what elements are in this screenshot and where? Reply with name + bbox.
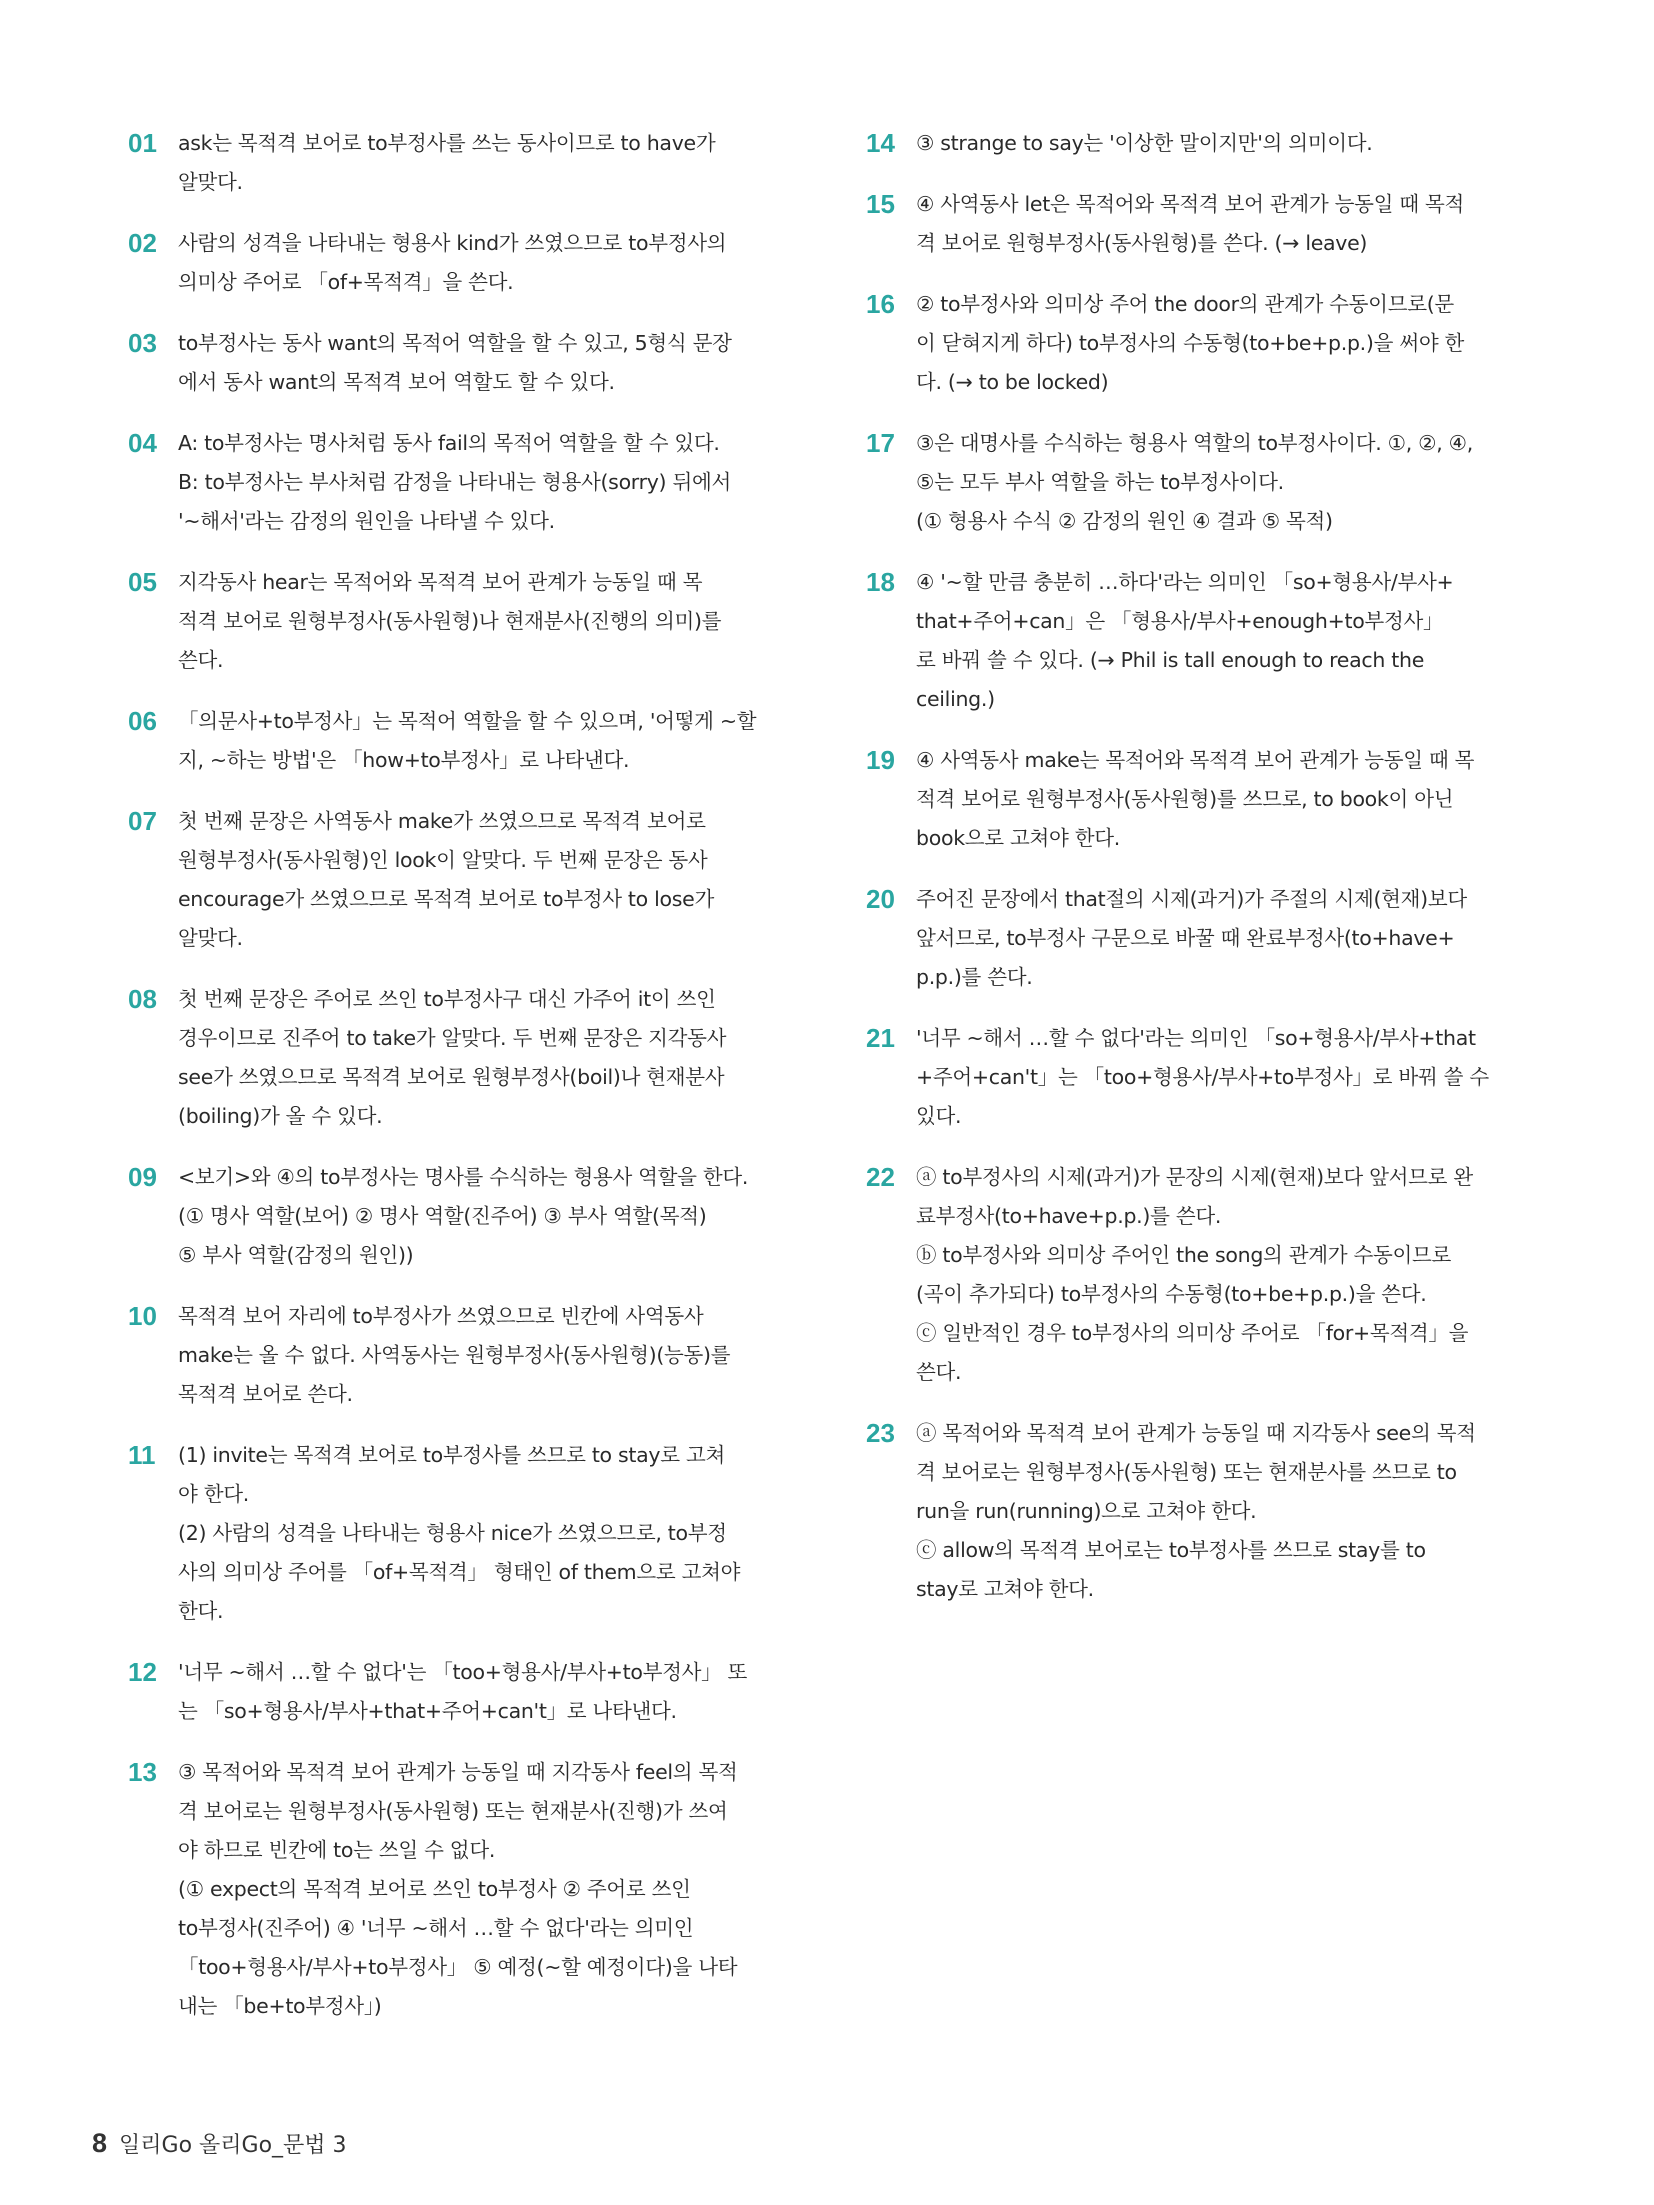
explanation-line: A: to부정사는 명사처럼 동사 fail의 목적어 역할을 할 수 있다. [178,431,720,455]
answer-item [128,424,788,541]
explanation-line: ③ 목적어와 목적격 보어 관계가 능동일 때 지각동사 feel의 목적 [178,1760,738,1784]
explanation-line: 로 바꿔 쓸 수 있다. (→ Phil is tall enough to reach the [916,648,1425,672]
explanation-line: 알맞다. [178,926,243,950]
explanation-line: '~해서'라는 감정의 원인을 나타낼 수 있다. [178,509,555,533]
answer-item [866,424,1526,541]
explanation-line: (① expect의 목적격 보어로 쓰인 to부정사 ② 주어로 쓰인 [178,1877,691,1901]
explanation-line: 목적격 보어 자리에 to부정사가 쓰였으므로 빈칸에 사역동사 [178,1304,704,1328]
explanation-line: encourage가 쓰였으므로 목적격 보어로 to부정사 to lose가 [178,887,714,911]
answer-item [866,1158,1526,1392]
explanation-line: B: to부정사는 부사처럼 감정을 나타내는 형용사(sorry) 뒤에서 [178,470,731,494]
explanation-line: to부정사는 동사 want의 목적어 역할을 할 수 있고, 5형식 문장 [178,331,732,355]
explanation-line: (1) invite는 목적격 보어로 to부정사를 쓰므로 to stay로 고쳐 [178,1443,725,1467]
item-number: 10 [128,1301,157,1331]
explanation-line: 야 한다. [178,1482,249,1506]
answer-item [128,1436,788,1631]
explanation-line: 주어진 문장에서 that절의 시제(과거)가 주절의 시제(현재)보다 [916,887,1467,911]
explanation-line: (2) 사람의 성격을 나타내는 형용사 nice가 쓰였으므로, to부정 [178,1521,727,1545]
explanation-line: 「의문사+to부정사」는 목적어 역할을 할 수 있으며, '어떻게 ~할 [178,709,757,733]
explanation-line: (boiling)가 올 수 있다. [178,1104,383,1128]
answer-item [866,124,1526,163]
explanation-line: '너무 ~해서 …할 수 없다'는 「too+형용사/부사+to부정사」 또 [178,1660,748,1684]
item-number: 22 [866,1162,895,1192]
item-number: 18 [866,567,895,597]
explanation-line: ② to부정사와 의미상 주어 the door의 관계가 수동이므로(문 [916,292,1454,316]
explanation-line: 격 보어로 원형부정사(동사원형)를 쓴다. (→ leave) [916,231,1368,255]
page-number: 8 [92,2128,108,2158]
item-number: 07 [128,806,157,836]
answer-item [866,185,1526,263]
explanation-line: 적격 보어로 원형부정사(동사원형)나 현재분사(진행의 의미)를 [178,609,722,633]
explanation-line: +주어+can't」는 「too+형용사/부사+to부정사」로 바꿔 쓸 수 [916,1065,1489,1089]
explanation-line: 다. (→ to be locked) [916,370,1109,394]
explanation-line: ④ 사역동사 make는 목적어와 목적격 보어 관계가 능동일 때 목 [916,748,1475,772]
explanation-line: make는 올 수 없다. 사역동사는 원형부정사(동사원형)(능동)를 [178,1343,731,1367]
explanation-line: 「too+형용사/부사+to부정사」 ⑤ 예정(~할 예정이다)을 나타 [178,1955,738,1979]
answer-item [128,702,788,780]
answer-item [866,880,1526,997]
item-number: 01 [128,128,157,158]
explanation-line: ⓒ 일반적인 경우 to부정사의 의미상 주어로 「for+목적격」을 [916,1321,1469,1345]
explanation-line: 쓴다. [178,648,224,672]
answer-item [128,1297,788,1414]
item-number: 16 [866,289,895,319]
explanation-line: ⓐ 목적어와 목적격 보어 관계가 능동일 때 지각동사 see의 목적 [916,1421,1476,1445]
explanation-line: 쓴다. [916,1360,962,1384]
explanation-line: book으로 고쳐야 한다. [916,826,1120,850]
explanation-line: 원형부정사(동사원형)인 look이 알맞다. 두 번째 문장은 동사 [178,848,708,872]
explanation-line: 적격 보어로 원형부정사(동사원형)를 쓰므로, to book이 아닌 [916,787,1454,811]
explanation-line: 는 「so+형용사/부사+that+주어+can't」로 나타낸다. [178,1699,677,1723]
item-number: 02 [128,228,157,258]
explanation-line: run을 run(running)으로 고쳐야 한다. [916,1499,1257,1523]
item-number: 21 [866,1023,895,1053]
explanation-line: ③은 대명사를 수식하는 형용사 역할의 to부정사이다. ①, ②, ④, [916,431,1473,455]
item-number: 09 [128,1162,157,1192]
item-number: 05 [128,567,157,597]
explanation-line: 야 하므로 빈칸에 to는 쓰일 수 없다. [178,1838,496,1862]
explanation-line: '너무 ~해서 …할 수 없다'라는 의미인 「so+형용사/부사+that [916,1026,1476,1050]
answer-item [866,741,1526,858]
explanation-line: to부정사(진주어) ④ '너무 ~해서 …할 수 없다'라는 의미인 [178,1916,694,1940]
explanation-line: stay로 고쳐야 한다. [916,1577,1094,1601]
right-column [866,124,1526,1631]
answer-item [128,563,788,680]
explanation-line: ⓐ to부정사의 시제(과거)가 문장의 시제(현재)보다 앞서므로 완 [916,1165,1473,1189]
explanation-line: 앞서므로, to부정사 구문으로 바꿀 때 완료부정사(to+have+ [916,926,1455,950]
explanation-line: 한다. [178,1599,224,1623]
item-number: 20 [866,884,895,914]
explanation-line: 료부정사(to+have+p.p.)를 쓴다. [916,1204,1222,1228]
explanation-line: 목적격 보어로 쓴다. [178,1382,353,1406]
explanation-line: ⓒ allow의 목적격 보어로는 to부정사를 쓰므로 stay를 to [916,1538,1426,1562]
explanation-line: 알맞다. [178,170,243,194]
item-number: 12 [128,1657,157,1687]
explanation-line: 의미상 주어로 「of+목적격」을 쓴다. [178,270,514,294]
answer-item [866,1019,1526,1136]
explanation-line: ⑤는 모두 부사 역할을 하는 to부정사이다. [916,470,1284,494]
item-number: 06 [128,706,157,736]
explanation-line: (곡이 추가되다) to부정사의 수동형(to+be+p.p.)을 쓴다. [916,1282,1427,1306]
item-number: 14 [866,128,895,158]
explanation-line: ③ strange to say는 '이상한 말이지만'의 의미이다. [916,131,1373,155]
item-number: 13 [128,1757,157,1787]
item-number: 08 [128,984,157,1014]
explanation-line: that+주어+can」은 「형용사/부사+enough+to부정사」 [916,609,1444,633]
answer-item [128,124,788,202]
explanation-line: 지각동사 hear는 목적어와 목적격 보어 관계가 능동일 때 목 [178,570,703,594]
item-number: 11 [128,1440,156,1470]
explanation-line: see가 쓰였으므로 목적격 보어로 원형부정사(boil)나 현재분사 [178,1065,725,1089]
explanation-line: ④ 사역동사 let은 목적어와 목적격 보어 관계가 능동일 때 목적 [916,192,1465,216]
explanation-line: 내는 「be+to부정사」) [178,1994,382,2018]
answer-item [128,324,788,402]
explanation-line: 사람의 성격을 나타내는 형용사 kind가 쓰였으므로 to부정사의 [178,231,727,255]
answer-item [128,980,788,1136]
explanation-line: 지, ~하는 방법'은 「how+to부정사」로 나타낸다. [178,748,630,772]
explanation-line: 이 닫혀지게 하다) to부정사의 수동형(to+be+p.p.)을 써야 한 [916,331,1465,355]
answer-item [128,1158,788,1275]
explanation-line: 격 보어로는 원형부정사(동사원형) 또는 현재분사(진행)가 쓰여 [178,1799,728,1823]
answer-item [128,1753,788,2026]
explanation-line: 사의 의미상 주어를 「of+목적격」 형태인 of them으로 고쳐야 [178,1560,741,1584]
explanation-line: p.p.)를 쓴다. [916,965,1033,989]
item-number: 23 [866,1418,895,1448]
explanation-line: (① 명사 역할(보어) ② 명사 역할(진주어) ③ 부사 역할(목적) [178,1204,707,1228]
item-number: 04 [128,428,157,458]
answer-item [128,802,788,958]
explanation-line: (① 형용사 수식 ② 감정의 원인 ④ 결과 ⑤ 목적) [916,509,1333,533]
item-number: 17 [866,428,895,458]
explanation-line: 있다. [916,1104,962,1128]
explanation-line: 첫 번째 문장은 주어로 쓰인 to부정사구 대신 가주어 it이 쓰인 [178,987,716,1011]
item-number: 15 [866,189,895,219]
book-title: 일리Go 올리Go_문법 3 [119,2133,347,2158]
item-number: 03 [128,328,157,358]
explanation-line: <보기>와 ④의 to부정사는 명사를 수식하는 형용사 역할을 한다. [178,1165,749,1189]
explanation-line: 에서 동사 want의 목적격 보어 역할도 할 수 있다. [178,370,615,394]
explanation-line: ceiling.) [916,687,995,711]
item-number: 19 [866,745,895,775]
explanation-line: ⓑ to부정사와 의미상 주어인 the song의 관계가 수동이므로 [916,1243,1452,1267]
answer-item [866,285,1526,402]
answer-item [128,224,788,302]
explanation-line: 격 보어로는 원형부정사(동사원형) 또는 현재분사를 쓰므로 to [916,1460,1457,1484]
answer-item [866,1414,1526,1609]
explanation-line: ask는 목적격 보어로 to부정사를 쓰는 동사이므로 to have가 [178,131,716,155]
explanation-line: ④ '~할 만큼 충분히 …하다'라는 의미인 「so+형용사/부사+ [916,570,1454,594]
explanation-line: 경우이므로 진주어 to take가 알맞다. 두 번째 문장은 지각동사 [178,1026,727,1050]
answer-item [128,1653,788,1731]
explanation-line: ⑤ 부사 역할(감정의 원인)) [178,1243,414,1267]
explanation-line: 첫 번째 문장은 사역동사 make가 쓰였으므로 목적격 보어로 [178,809,706,833]
page-footer [92,2128,347,2159]
left-column [128,124,788,2048]
answer-item [866,563,1526,719]
